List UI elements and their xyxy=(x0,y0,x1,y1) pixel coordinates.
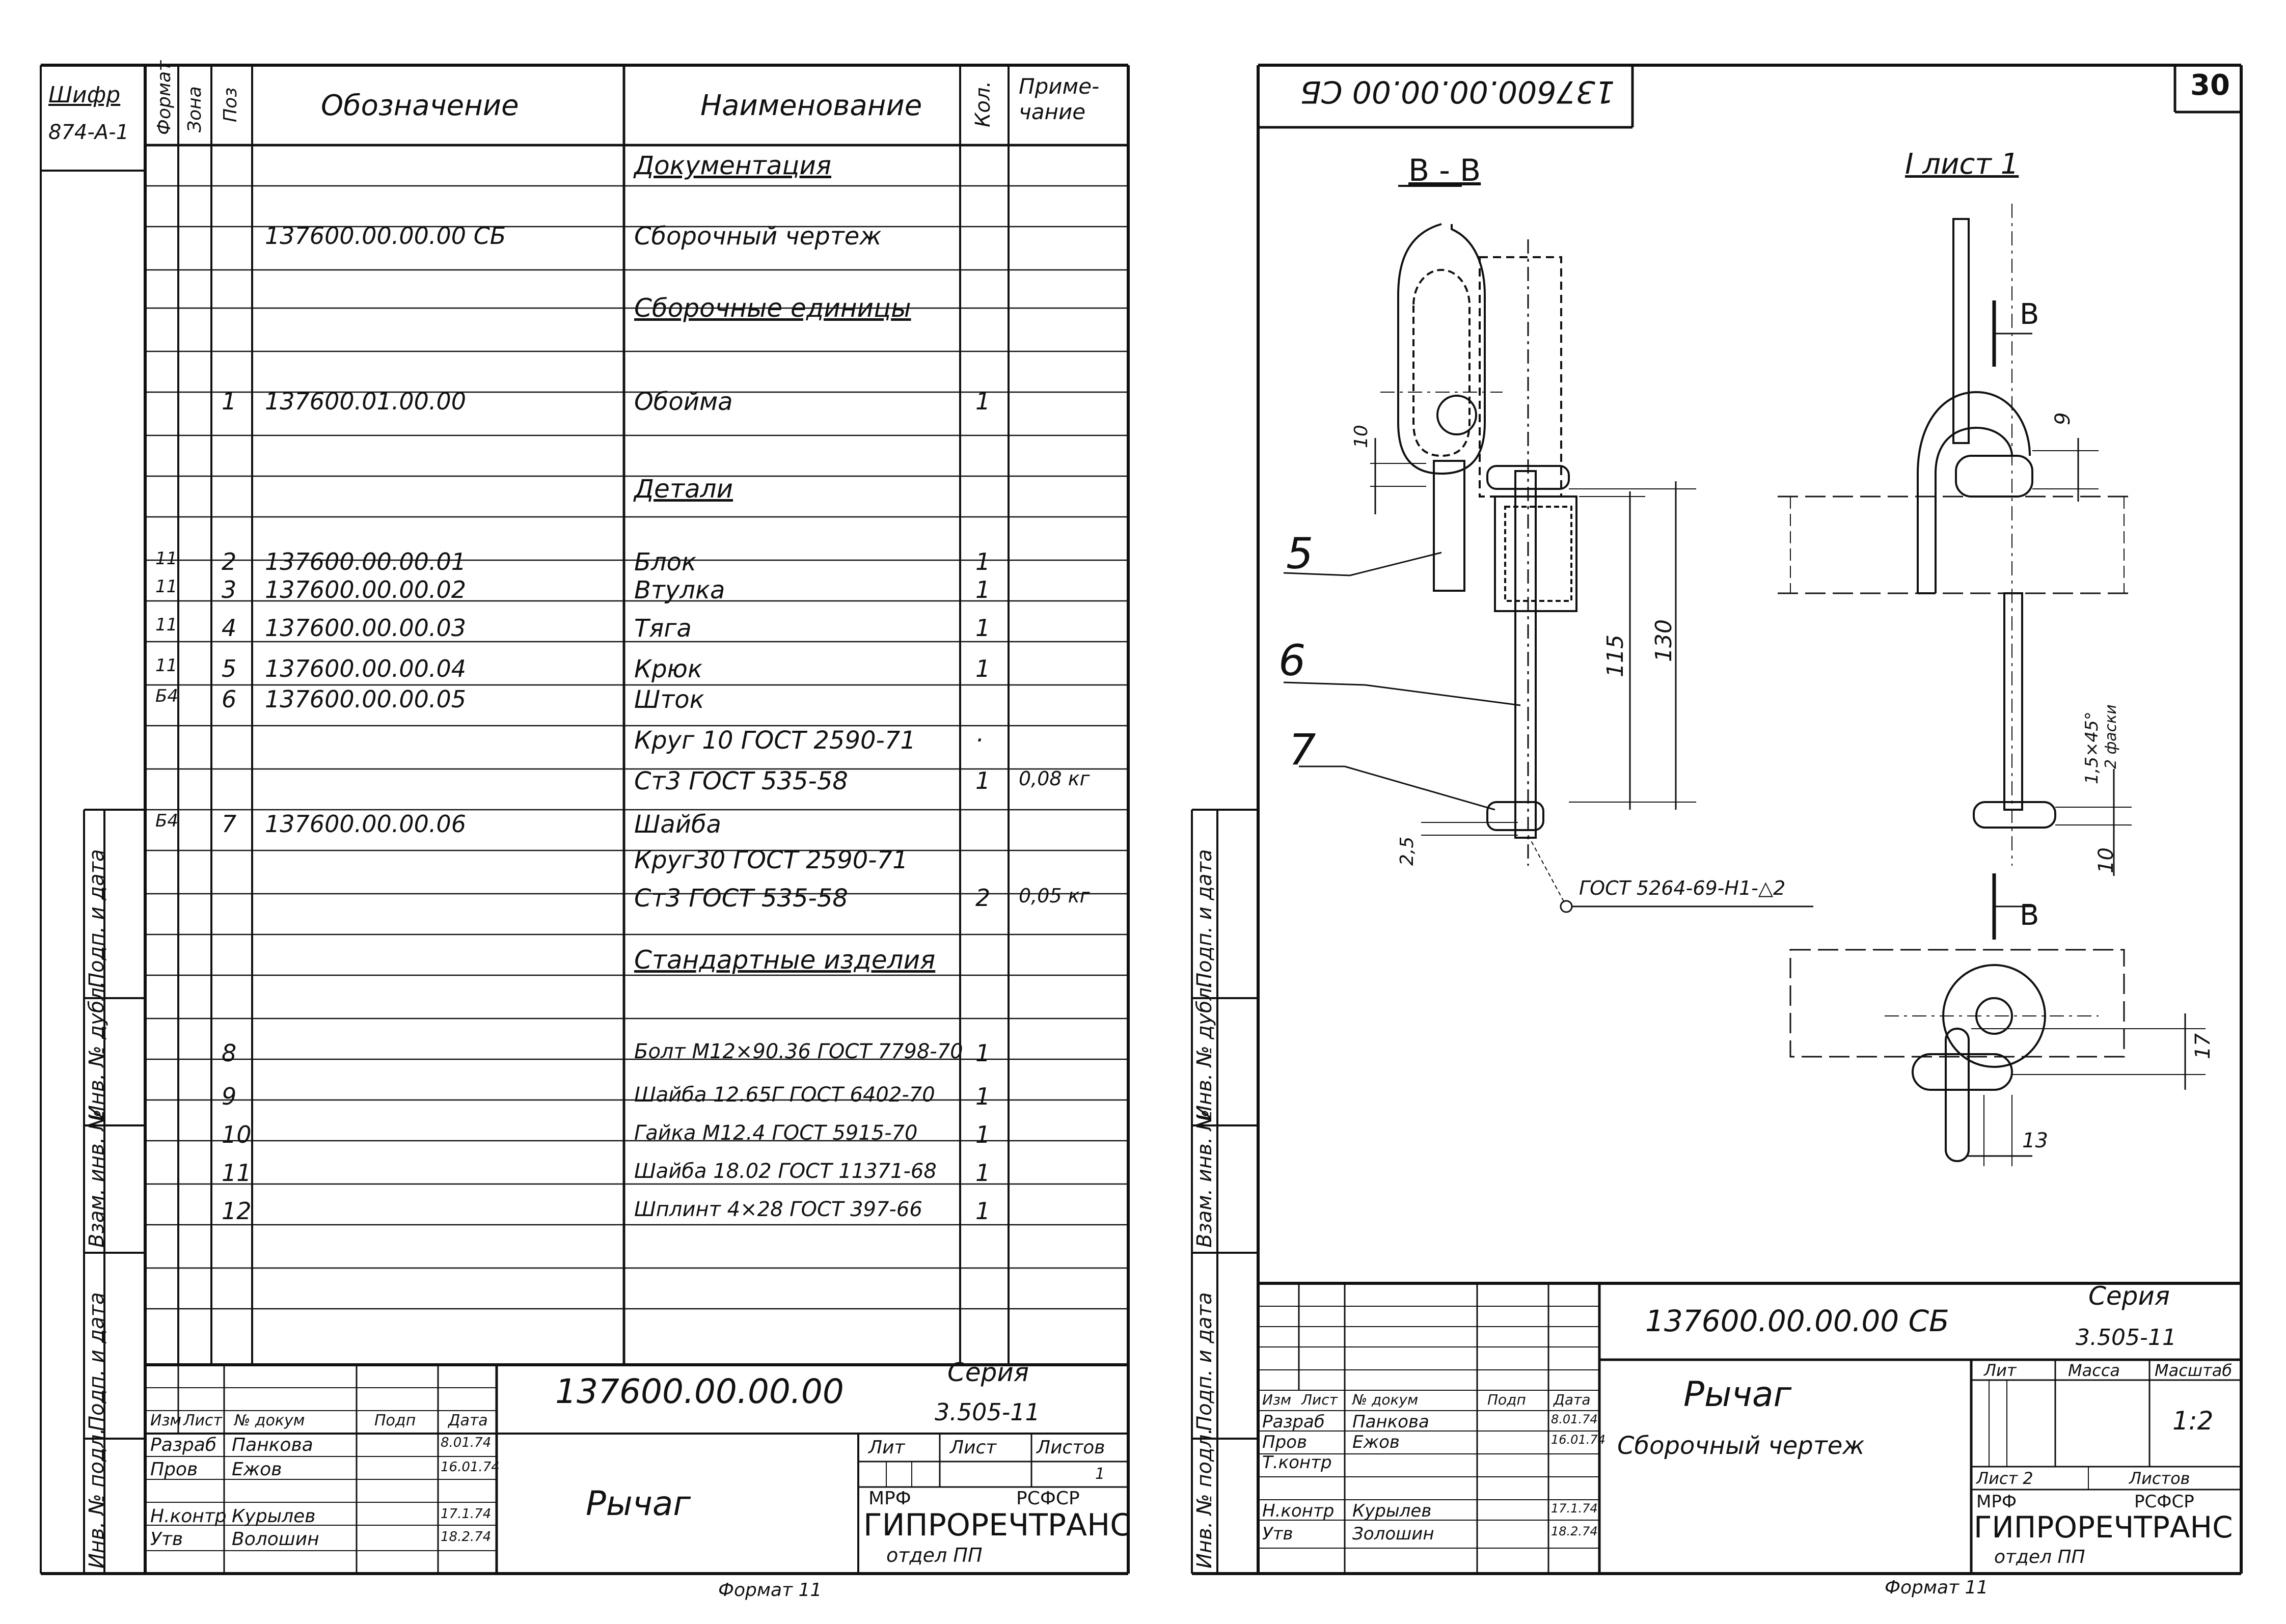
dim-chamfer: 1,5×45° xyxy=(2082,711,2102,784)
rtb-date: 18.2.74 xyxy=(1551,1524,1598,1538)
section-label: В - В xyxy=(1408,153,1481,188)
tb-org-name: ГИПРОРЕЧТРАНС xyxy=(863,1507,1132,1543)
rtb-col-list: Лист xyxy=(1301,1391,1338,1408)
spec-name-cell: Шплинт 4×28 ГОСТ 397-66 xyxy=(634,1198,922,1221)
spec-qty-cell: 1 xyxy=(975,655,991,682)
dim-9: 9 xyxy=(2051,412,2075,425)
tb-title: Рычаг xyxy=(586,1484,691,1523)
tb-col-izm: Изм xyxy=(150,1412,182,1429)
side-label-replace-inv: Взам. инв. № xyxy=(85,1109,108,1248)
spec-note-cell: 0,05 кг xyxy=(1019,885,1090,907)
spec-qty-cell: 1 xyxy=(975,614,991,642)
tb-name: Курылев xyxy=(232,1506,316,1527)
spec-pos-cell: 1 xyxy=(222,388,237,415)
tb-org-dept: отдел ПП xyxy=(886,1544,983,1566)
spec-format-cell: 11 xyxy=(155,655,178,676)
view-label: I лист 1 xyxy=(1905,148,2019,181)
dim-10-bottom: 10 xyxy=(2094,847,2118,873)
rtb-date: 17.1.74 xyxy=(1551,1501,1598,1516)
spec-qty-cell: 1 xyxy=(975,1083,991,1110)
rtb-org-republic: РСФСР xyxy=(2134,1492,2194,1512)
rtb-series-label: Серия xyxy=(2088,1281,2170,1311)
spec-name-cell: Блок xyxy=(634,548,696,576)
spec-name-cell: Ст3 ГОСТ 535-58 xyxy=(634,767,848,795)
spec-name-cell: Ст3 ГОСТ 535-58 xyxy=(634,884,848,913)
callout-5: 5 xyxy=(1286,529,1314,579)
rtb-col-sign: Подп xyxy=(1487,1391,1526,1408)
spec-section-heading: Документация xyxy=(634,151,831,180)
spec-name-cell: Гайка М12.4 ГОСТ 5915-70 xyxy=(634,1121,918,1145)
spec-note-cell: 0,08 кг xyxy=(1019,767,1090,790)
spec-designation-cell: 137600.00.00.00 СБ xyxy=(265,222,506,250)
right-side-label-4: Подп. и дата xyxy=(1193,1292,1216,1431)
tb-date: 17.1.74 xyxy=(441,1506,492,1522)
rtb-date: 16.01.74 xyxy=(1551,1433,1605,1447)
spec-qty-cell: 1 xyxy=(975,388,991,415)
rtb-mass-label: Масса xyxy=(2068,1361,2120,1380)
dim-17: 17 xyxy=(2191,1033,2215,1059)
dim-13: 13 xyxy=(2022,1129,2048,1152)
dim-10: 10 xyxy=(1351,425,1372,448)
right-side-label-2: Инв. № дубл. xyxy=(1193,981,1216,1120)
callout-6: 6 xyxy=(1278,636,1306,685)
rtb-col-doc: № докум xyxy=(1352,1391,1419,1408)
spec-name-cell: Сборочный чертеж xyxy=(634,222,882,251)
spec-qty-cell: 1 xyxy=(975,767,991,794)
rtb-subtitle: Сборочный чертеж xyxy=(1617,1432,1865,1460)
rtb-sheet-label: Лист 2 xyxy=(1976,1469,2033,1488)
tb-name: Волошин xyxy=(232,1529,319,1550)
rtb-name: Ежов xyxy=(1352,1432,1400,1452)
dim-130: 130 xyxy=(1651,619,1677,662)
spec-designation-cell: 137600.01.00.00 xyxy=(265,388,467,415)
rtb-role: Т.контр xyxy=(1262,1452,1332,1473)
spec-name-cell: Болт М12×90.36 ГОСТ 7798-70 xyxy=(634,1040,963,1063)
spec-pos-cell: 2 xyxy=(222,548,237,575)
rtb-org-dept: отдел ПП xyxy=(1994,1547,2085,1567)
tb-sheet-label: Лист xyxy=(950,1437,997,1458)
right-side-label-1: Подп. и дата xyxy=(1193,849,1216,988)
spec-designation-cell: 137600.00.00.06 xyxy=(265,810,467,838)
spec-pos-cell: 5 xyxy=(222,655,237,682)
side-label-dup-inv: Инв. № дубл. xyxy=(85,981,108,1120)
tb-role: Пров xyxy=(150,1459,198,1480)
spec-name-cell: Шайба xyxy=(634,810,721,839)
spec-name-cell: Шток xyxy=(634,685,704,714)
tb-doc-number: 137600.00.00.00 xyxy=(555,1372,844,1411)
spec-pos-cell: 6 xyxy=(222,685,237,713)
rtb-doc-number: 137600.00.00.00 СБ xyxy=(1645,1304,1949,1338)
tb-role: Утв xyxy=(150,1529,183,1550)
cut-letter-bottom: В xyxy=(2020,899,2039,932)
tb-name: Панкова xyxy=(232,1435,313,1455)
rtb-name: Золошин xyxy=(1352,1524,1434,1544)
cipher-label: Шифр xyxy=(48,82,121,108)
spec-qty-cell: 1 xyxy=(975,548,991,575)
spec-name-cell: Шайба 12.65Г ГОСТ 6402-70 xyxy=(634,1083,935,1107)
header-format: Формат xyxy=(154,60,175,135)
header-qty: Кол. xyxy=(971,80,995,127)
rtb-date: 8.01.74 xyxy=(1551,1412,1598,1426)
tb-role: Разраб xyxy=(150,1435,217,1455)
spec-qty-cell: · xyxy=(975,726,983,754)
rtb-title: Рычаг xyxy=(1683,1374,1792,1415)
header-note: Приме- чание xyxy=(1019,74,1100,125)
dim-chamfer-count: 2 фаски xyxy=(2102,704,2120,769)
side-label-signature-date-2: Подп. и дата xyxy=(85,1292,108,1431)
rtb-scale-value: 1:2 xyxy=(2172,1406,2214,1436)
spec-section-heading: Стандартные изделия xyxy=(634,945,936,975)
tb-col-list: Лист xyxy=(183,1412,223,1429)
spec-qty-cell: 1 xyxy=(975,1159,991,1187)
header-designation: Обозначение xyxy=(321,89,519,122)
tb-org-ministry: МРФ xyxy=(868,1488,911,1509)
rtb-role: Н.контр xyxy=(1262,1501,1335,1521)
mirrored-doc-number: 137600.00.00.00 СБ xyxy=(1300,74,1615,109)
spec-pos-cell: 9 xyxy=(222,1083,237,1110)
header-pos: Поз xyxy=(220,87,241,122)
spec-name-cell: Крюк xyxy=(634,655,702,683)
rtb-role: Пров xyxy=(1262,1432,1307,1452)
spec-format-cell: Б4 xyxy=(155,811,178,831)
rtb-name: Панкова xyxy=(1352,1412,1429,1432)
dim-2-5: 2,5 xyxy=(1397,836,1418,866)
side-label-orig-inv: Инв. № подл. xyxy=(85,1428,108,1568)
rtb-series-value: 3.505-11 xyxy=(2076,1325,2176,1351)
tb-sheets-value: 1 xyxy=(1095,1465,1105,1483)
spec-format-cell: Б4 xyxy=(155,686,178,706)
spec-section-heading: Сборочные единицы xyxy=(634,293,911,323)
cipher-value: 874-А-1 xyxy=(48,121,129,144)
spec-pos-cell: 8 xyxy=(222,1039,237,1067)
tb-date: 18.2.74 xyxy=(441,1529,492,1545)
tb-series-value: 3.505-11 xyxy=(935,1398,1040,1426)
spec-qty-cell: 2 xyxy=(975,884,991,912)
spec-name-cell: Круг 10 ГОСТ 2590-71 xyxy=(634,726,916,755)
rtb-role: Разраб xyxy=(1262,1412,1325,1432)
tb-org-republic: РСФСР xyxy=(1016,1488,1080,1509)
spec-qty-cell: 1 xyxy=(975,576,991,603)
side-label-signature-date: Подп. и дата xyxy=(85,849,108,988)
spec-name-cell: Втулка xyxy=(634,576,725,604)
format-label-left: Формат 11 xyxy=(718,1580,822,1601)
tb-col-doc: № докум xyxy=(234,1412,305,1429)
tb-date: 8.01.74 xyxy=(441,1435,492,1450)
spec-qty-cell: 1 xyxy=(975,1121,991,1148)
tb-role: Н.контр xyxy=(150,1506,227,1527)
weld-note: ГОСТ 5264-69-Н1-△2 xyxy=(1579,877,1786,899)
rtb-name: Курылев xyxy=(1352,1501,1432,1521)
spec-name-cell: Тяга xyxy=(634,614,692,643)
callout-7: 7 xyxy=(1289,725,1316,775)
spec-pos-cell: 4 xyxy=(222,614,237,642)
tb-sheets-label: Листов xyxy=(1037,1437,1105,1458)
rtb-role: Утв xyxy=(1262,1524,1293,1544)
right-side-label-3: Взам. инв. № xyxy=(1193,1109,1216,1248)
spec-name-cell: Круг30 ГОСТ 2590-71 xyxy=(634,846,908,874)
spec-format-cell: 11 xyxy=(155,615,178,635)
spec-qty-cell: 1 xyxy=(975,1039,991,1067)
rtb-lit-label: Лит xyxy=(1984,1361,2017,1380)
spec-designation-cell: 137600.00.00.03 xyxy=(265,614,467,642)
tb-col-sign: Подп xyxy=(374,1412,416,1429)
spec-name-cell: Шайба 18.02 ГОСТ 11371-68 xyxy=(634,1160,937,1183)
spec-format-cell: 11 xyxy=(155,576,178,597)
header-zone: Зона xyxy=(184,86,205,132)
spec-designation-cell: 137600.00.00.02 xyxy=(265,576,467,603)
dim-115: 115 xyxy=(1602,635,1628,677)
spec-designation-cell: 137600.00.00.05 xyxy=(265,685,467,713)
tb-name: Ежов xyxy=(232,1459,282,1480)
spec-pos-cell: 7 xyxy=(222,810,237,838)
rtb-col-izm: Изм xyxy=(1262,1391,1291,1408)
spec-pos-cell: 11 xyxy=(222,1159,252,1187)
tb-col-date: Дата xyxy=(448,1412,488,1429)
spec-pos-cell: 10 xyxy=(222,1121,252,1148)
tb-date: 16.01.74 xyxy=(441,1460,500,1475)
spec-format-cell: 11 xyxy=(155,548,178,569)
rtb-org-ministry: МРФ xyxy=(1976,1492,2017,1512)
page-number: 30 xyxy=(2190,69,2230,102)
rtb-scale-label: Масштаб xyxy=(2155,1361,2233,1380)
spec-designation-cell: 137600.00.00.01 xyxy=(265,548,467,575)
rtb-sheets-label: Листов xyxy=(2129,1469,2190,1488)
spec-qty-cell: 1 xyxy=(975,1197,991,1225)
spec-pos-cell: 3 xyxy=(222,576,237,603)
spec-section-heading: Детали xyxy=(634,474,733,504)
header-name: Наименование xyxy=(700,89,922,122)
spec-designation-cell: 137600.00.00.04 xyxy=(265,655,467,682)
tb-lit-label: Лит xyxy=(868,1437,905,1458)
rtb-org-name: ГИПРОРЕЧТРАНС xyxy=(1974,1510,2233,1545)
cut-letter-top: В xyxy=(2020,298,2039,331)
right-side-label-5: Инв. № подл. xyxy=(1193,1428,1216,1568)
tb-series-label: Серия xyxy=(947,1358,1029,1387)
format-label-right: Формат 11 xyxy=(1885,1577,1989,1598)
spec-name-cell: Обойма xyxy=(634,388,733,416)
spec-pos-cell: 12 xyxy=(222,1197,252,1225)
rtb-col-date: Дата xyxy=(1554,1391,1591,1408)
